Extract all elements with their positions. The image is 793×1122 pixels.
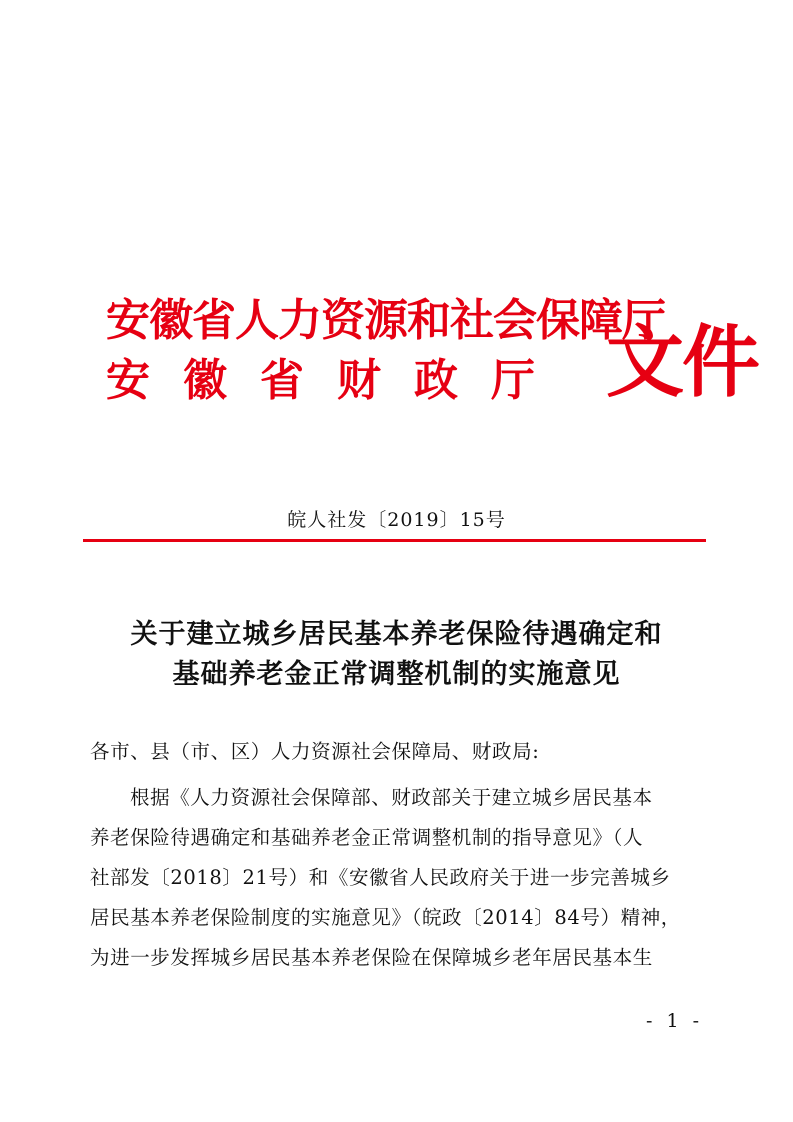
paragraph-line: 根据《人力资源社会保障部、财政部关于建立城乡居民基本 [130,786,653,809]
paragraph-line: 养老保险待遇确定和基础养老金正常调整机制的指导意见》（人 [90,826,644,849]
paragraph-line: 居民基本养老保险制度的实施意见》（皖政〔2014〕84号）精神， [90,906,681,929]
document-title-line-2: 基础养老金正常调整机制的实施意见 [172,659,621,690]
document-header [106,262,759,422]
document-number: 皖人社发〔2019〕15号 [287,509,506,531]
salutation: 各市、县（市、区）人力资源社会保障局、财政局: [90,740,540,763]
issuer-name-1: 安徽省人力资源和社会保障厅 [106,295,665,346]
paragraph-line: 为进一步发挥城乡居民基本养老保险在保障城乡老年居民基本生 [90,946,653,969]
issuer-name-2: 安徽省财政厅 [106,355,568,406]
page-number: - 1 - [645,1010,703,1032]
paragraph-line: 社部发〔2018〕21号）和《安徽省人民政府关于进一步完善城乡 [90,866,671,889]
red-divider-line [83,539,706,542]
document-title-line-1: 关于建立城乡居民基本养老保险待遇确定和 [130,619,663,650]
document-label: 文件 [606,318,759,408]
